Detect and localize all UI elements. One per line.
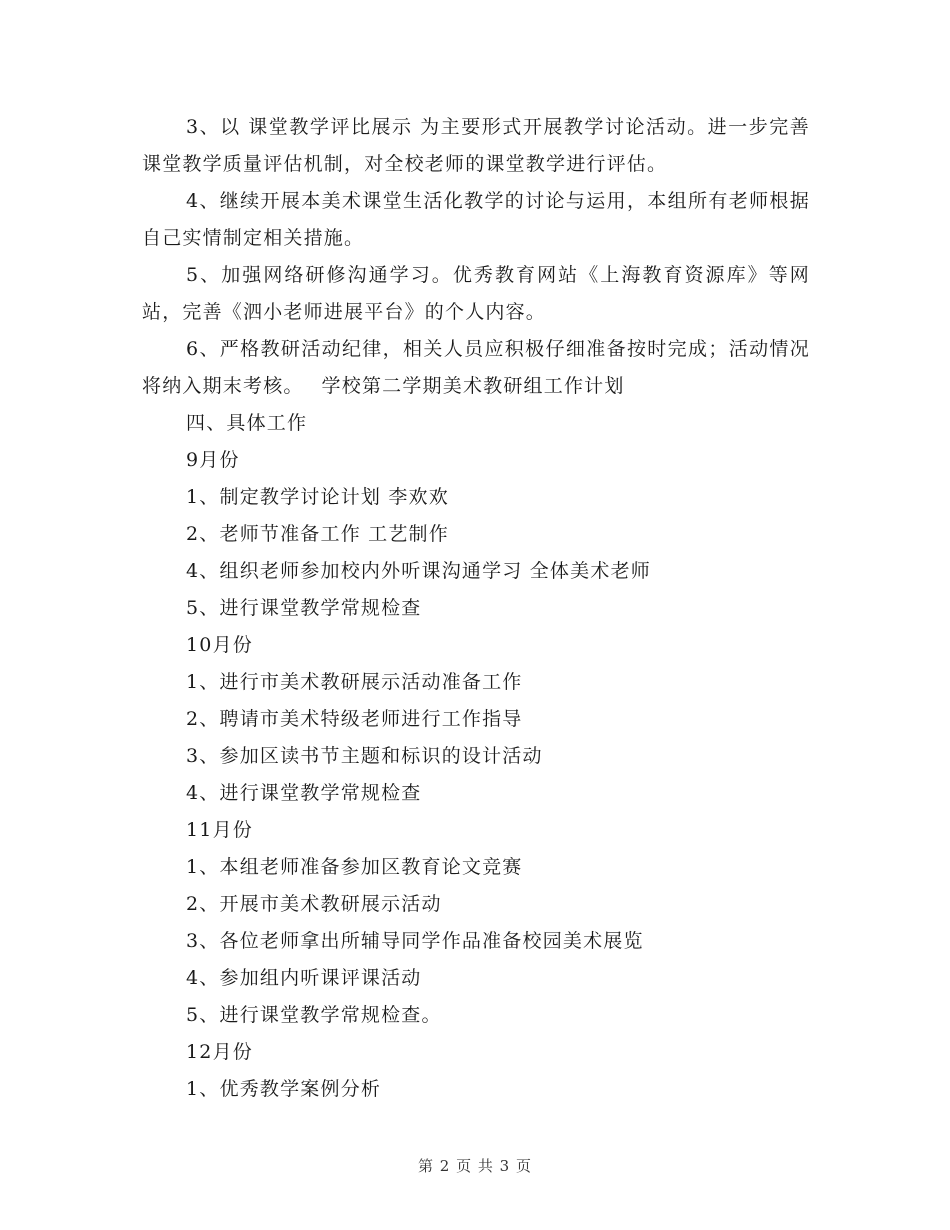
month-heading-sep: 9月份 xyxy=(186,449,240,471)
list-item: 2、聘请市美术特级老师进行工作指导 xyxy=(186,708,523,730)
paragraph: 3、以 课堂教学评比展示 为主要形式开展教学讨论活动。进一步完善课堂教学质量评估机制，对全校老师的课堂教学进行评估。 xyxy=(142,116,810,175)
list-item: 2、老师节准备工作 工艺制作 xyxy=(186,523,449,545)
list-item: 1、本组老师准备参加区教育论文竞赛 xyxy=(186,856,523,878)
list-item: 5、进行课堂教学常规检查。 xyxy=(186,1004,442,1026)
month-heading-dec: 12月份 xyxy=(186,1041,253,1063)
list-item: 4、组织老师参加校内外听课沟通学习 全体美术老师 xyxy=(186,560,651,582)
paragraph: 5、加强网络研修沟通学习。优秀教育网站《上海教育资源库》等网站，完善《泗小老师进展平台》的个人内容。 xyxy=(142,264,810,323)
list-item: 4、参加组内听课评课活动 xyxy=(186,967,422,989)
paragraph: 4、继续开展本美术课堂生活化教学的讨论与运用，本组所有老师根据自己实情制定相关措施。 xyxy=(142,190,810,249)
list-item: 1、制定教学讨论计划 李欢欢 xyxy=(186,486,449,508)
list-item: 2、开展市美术教研展示活动 xyxy=(186,893,442,915)
paragraph: 6、严格教研活动纪律，相关人员应积极仔细准备按时完成；活动情况将纳入期末考核。 学校第二学期美术教研组工作计划 xyxy=(142,338,810,397)
list-item: 3、各位老师拿出所辅导同学作品准备校园美术展览 xyxy=(186,930,644,952)
month-heading-nov: 11月份 xyxy=(186,819,253,841)
list-item: 4、进行课堂教学常规检查 xyxy=(186,782,422,804)
list-item: 3、参加区读书节主题和标识的设计活动 xyxy=(186,745,543,767)
list-item: 1、进行市美术教研展示活动准备工作 xyxy=(186,671,523,693)
section-title: 四、具体工作 xyxy=(186,412,308,434)
list-item: 5、进行课堂教学常规检查 xyxy=(186,597,422,619)
list-item: 1、优秀教学案例分析 xyxy=(186,1078,382,1100)
page-footer: 第 2 页 共 3 页 xyxy=(418,1157,532,1175)
document-body xyxy=(142,109,810,1108)
month-heading-oct: 10月份 xyxy=(186,634,253,656)
